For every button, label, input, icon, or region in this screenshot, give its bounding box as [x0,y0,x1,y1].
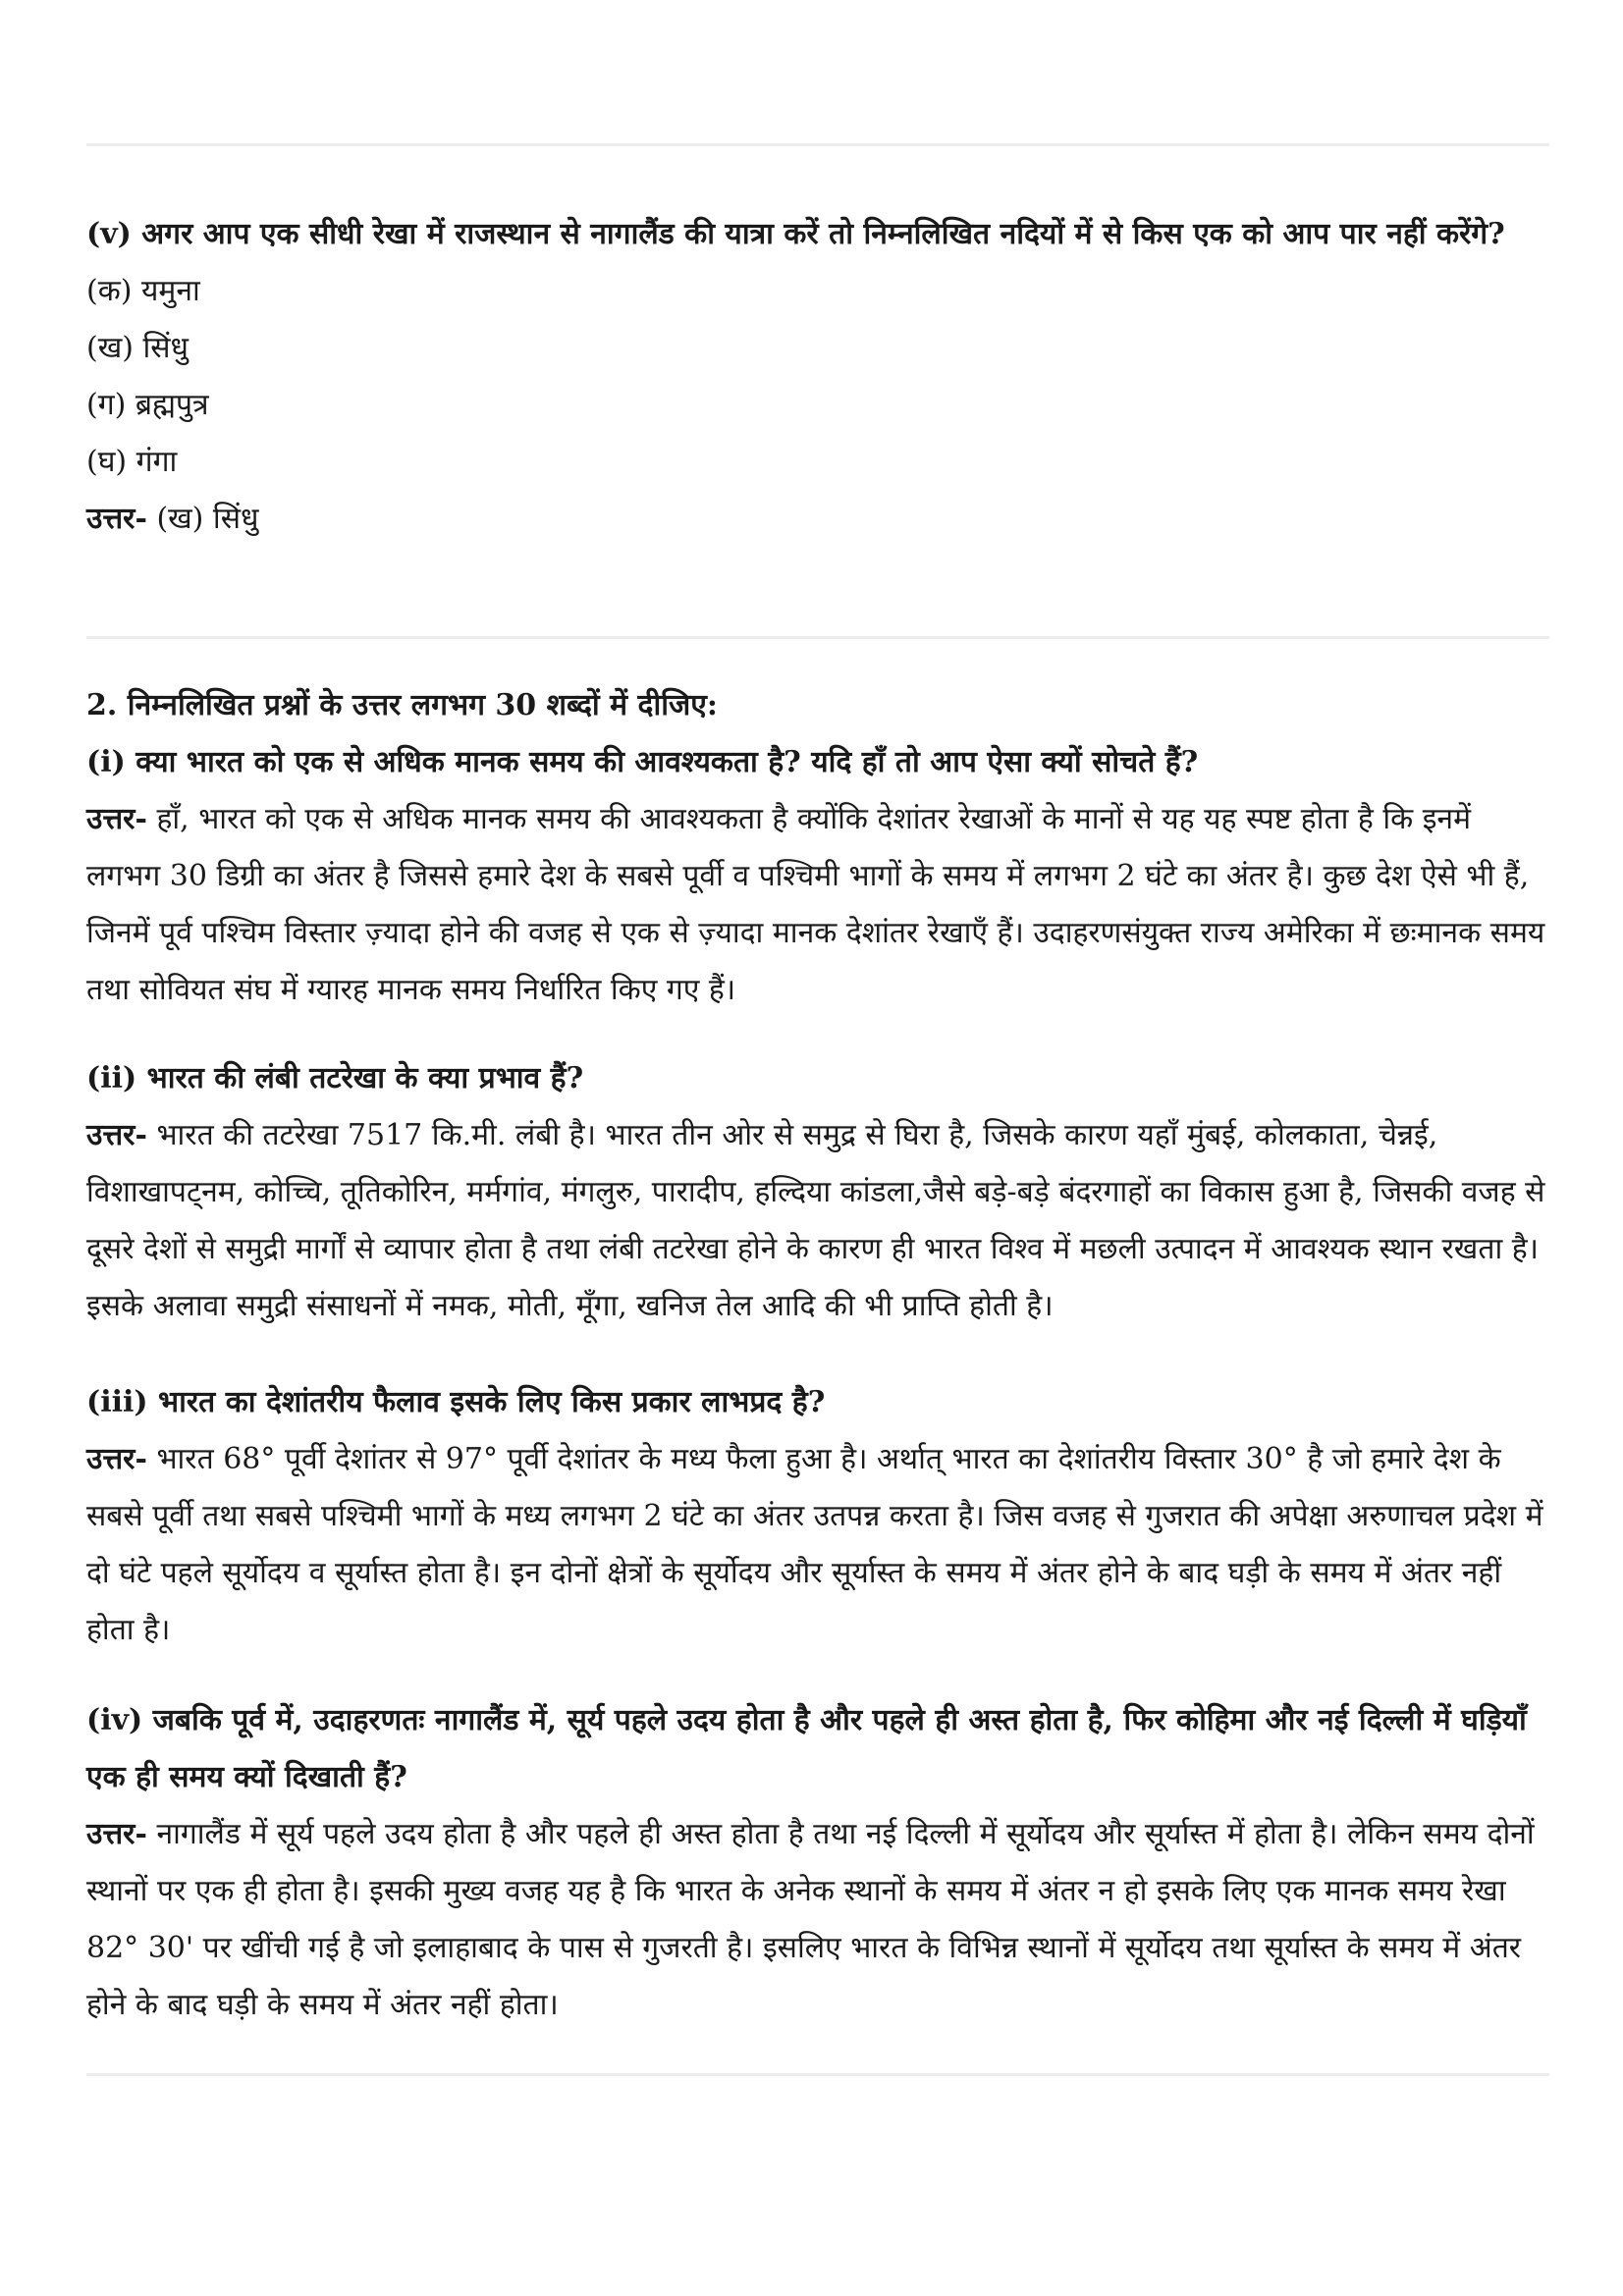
option-1: (क) यमुना [86,274,200,308]
answer-text: (ख) सिंधु [146,502,259,536]
option-2: (ख) सिंधु [86,331,189,365]
section-2-iv [86,1692,1549,2034]
answer-2-iv [86,1806,1549,2034]
question-2-iv: (iv) जबकि पूर्व में, उदाहरणतः नागालैंड में, सूर्य पहले उदय होता है और पहले ही अस्त होता है, फिर कोहिमा और नई दिल्ली में घड़ियाँ एक ही समय क्यों दिखाती हैं? [86,1703,1527,1794]
section-2-ii [86,1050,1549,1335]
option-4: (घ) गंगा [86,445,178,479]
question-2-iii: (iii) भारत का देशांतरीय फैलाव इसके लिए किस प्रकार लाभप्रद है? [86,1385,826,1419]
answer-2-iii [86,1431,1549,1659]
answer-text: हाँ, भारत को एक से अधिक मानक समय की आवश्यकता है क्योंकि देशांतर रेखाओं के मानों से यह यह स्पष्ट होता है कि इनमें लगभग 30 डिग्री का अंतर है जिससे हमारे देश के सबसे पूर्वी व पश्चिमी भागों के समय में लगभग 2 घंटे का अंतर है। कुछ देश ऐसे भी हैं, जिनमें पूर्व पश्चिम विस्तार ज़्यादा होने की वजह से एक से ज़्यादा मानक देशांतर रेखाएँ हैं। उदाहरणसंयुक्त राज्य अमेरिका में छःमानक समय तथा सोवियत संघ में ग्यारह मानक समय निर्धारित किए गए हैं। [86,802,1545,1007]
answer-text: नागालैंड में सूर्य पहले उदय होता है और पहले ही अस्त होता है तथा नई दिल्ली में सूर्योदय और सूर्यास्त में होता है। लेकिन समय दोनों स्थानों पर एक ही होता है। इसकी मुख्य वजह यह है कि भारत के अनेक स्थानों के समय में अंतर न हो इसके लिए एक मानक समय रेखा 82° 30' पर खींची गई है जो इलाहाबाद के पास से गुजरती है। इसलिए भारत के विभिन्न स्थानों में सूर्योदय तथा सूर्यास्त के समय में अंतर होने के बाद घड़ी के समय में अंतर नहीं होता। [86,1817,1535,2022]
question-1-v [86,206,1549,548]
answer-2-ii [86,1107,1549,1335]
answer-label: उत्तर- [86,1118,147,1152]
answer-label: उत्तर- [86,802,147,836]
question-text: (v) अगर आप एक सीधी रेखा में राजस्थान से नागालैंड की यात्रा करें तो निम्नलिखित नदियों में से किस एक को आप पार नहीं करेंगे? [86,217,1505,251]
answer [86,491,1549,548]
section-heading: 2. निम्नलिखित प्रश्नों के उत्तर लगभग 30 शब्दों में दीजिए: [86,688,718,722]
answer-label: उत्तर- [86,1442,147,1476]
question-2-i: (i) क्या भारत को एक से अधिक मानक समय की आवश्यकता है? यदि हाँ तो आप ऐसा क्यों सोचते हैं? [86,745,1199,779]
top-divider [86,143,1549,146]
answer-text: भारत की तटरेखा 7517 कि.मी. लंबी है। भारत तीन ओर से समुद्र से घिरा है, जिसके कारण यहाँ मुंबई, कोलकाता, चेन्नई, विशाखापट्नम, कोच्चि, तूतिकोरिन, मर्मगांव, मंगलुरु, पारादीप, हल्दिया कांडला,जैसे बड़े-बड़े बंदरगाहों का विकास हुआ है, जिसकी वजह से दूसरे देशों से समुद्री मार्गों से व्यापार होता है तथा लंबी तटरेखा होने के कारण ही भारत विश्व में मछली उत्पादन में आवश्यक स्थान रखता है। इसके अलावा समुद्री संसाधनों में नमक, मोती, मूँगा, खनिज तेल आदि की भी प्राप्ति होती है। [86,1118,1545,1323]
section-divider [86,636,1549,639]
answer-2-i [86,791,1549,1019]
bottom-divider [86,2073,1549,2076]
option-3: (ग) ब्रह्मपुत्र [86,388,209,422]
section-2 [86,677,1549,1019]
question-2-ii: (ii) भारत की लंबी तटरेखा के क्या प्रभाव हैं? [86,1061,584,1095]
section-2-iii [86,1374,1549,1659]
answer-text: भारत 68° पूर्वी देशांतर से 97° पूर्वी देशांतर के मध्य फैला हुआ है। अर्थात् भारत का देशांतरीय विस्तार 30° है जो हमारे देश के सबसे पूर्वी तथा सबसे पश्चिमी भागों के मध्य लगभग 2 घंटे का अंतर उतपन्न करता है। जिस वजह से गुजरात की अपेक्षा अरुणाचल प्रदेश में दो घंटे पहले सूर्योदय व सूर्यास्त होता है। इन दोनों क्षेत्रों के सूर्योदय और सूर्यास्त के समय में अंतर होने के बाद घड़ी के समय में अंतर नहीं होता है। [86,1442,1543,1647]
answer-label: उत्तर- [86,502,147,536]
answer-label: उत्तर- [86,1817,147,1851]
